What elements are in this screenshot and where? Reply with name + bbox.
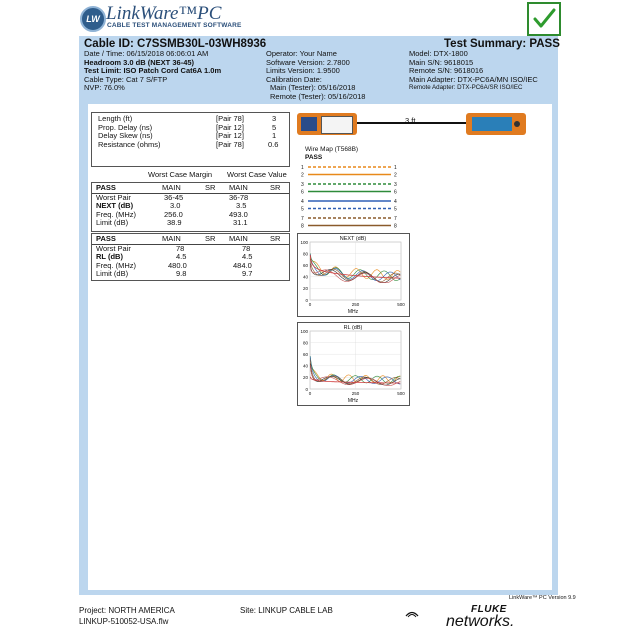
measure-row	[92, 141, 289, 150]
info-remote-adapter: Remote Adapter: DTX-PC6A/SR ISO/IEC	[409, 84, 523, 92]
wiremap-pin-right: 5	[394, 206, 397, 213]
graph-x-tick: 0	[308, 302, 312, 307]
wiremap-pin-left: 4	[301, 199, 304, 205]
wiremap-pin-left: 7	[301, 216, 304, 222]
rl-row-label: RL (dB)	[96, 252, 123, 262]
next-row-margin: 3.0	[170, 201, 181, 211]
info-software: Software Version: 2.7800	[266, 57, 350, 67]
info-calibration: Calibration Date:	[266, 74, 322, 84]
measurements-box	[91, 112, 290, 167]
graph-y-tick: 60	[302, 263, 308, 268]
next-row-label: Limit (dB)	[96, 218, 129, 228]
wiremap-pin-left: 8	[301, 223, 304, 230]
graph-x-tick: 250	[351, 391, 360, 396]
measure-label: Length (ft)	[98, 114, 133, 123]
info-operator: Operator: Your Name	[266, 49, 337, 58]
measure-value: 5	[272, 122, 277, 132]
wiremap-pin-right: 4	[394, 199, 397, 205]
rl-row-label: Freq. (MHz)	[96, 260, 136, 270]
brand-tagline: CABLE TEST MANAGEMENT SOFTWARE	[107, 22, 242, 29]
rl-row-margin: 78	[176, 243, 185, 253]
fluke-logo-mark	[405, 605, 419, 613]
measure-pair: [Pair 12]	[216, 122, 244, 132]
next-row-margin: 38.9	[167, 218, 182, 228]
graph-x-tick: 0	[308, 391, 312, 396]
info-headroom: Headroom 3.0 dB (NEXT 36-45)	[84, 57, 195, 67]
next-row	[92, 219, 289, 228]
graph-x-tick: 500	[397, 302, 405, 307]
graph-y-tick: 0	[305, 386, 308, 392]
next-row-label: Worst Pair	[96, 192, 131, 202]
rl-row-label: Limit (dB)	[96, 269, 129, 279]
next-row-label: NEXT (dB)	[96, 201, 134, 211]
graph-y-tick: 20	[302, 286, 308, 292]
rl-col-sr2: SR	[270, 234, 281, 243]
fluke-wordmark: FLUKE	[471, 604, 507, 615]
info-cable-type: Cable Type: Cat 7 S/FTP	[84, 74, 168, 84]
next-row-margin: 256.0	[164, 209, 183, 219]
wiremap-pin-left: 3	[301, 182, 304, 188]
wiremap-pin-right: 2	[394, 172, 397, 179]
rl-row-value: 9.7	[242, 269, 253, 279]
remote-tester-image	[466, 113, 526, 135]
next-row-value: 3.5	[236, 201, 247, 211]
info-date: Date / Time: 06/15/2018 06:06:01 AM	[84, 49, 209, 58]
wiremap-pin-left: 2	[301, 172, 304, 179]
measure-value: 0.6	[268, 139, 279, 149]
info-mid	[266, 50, 365, 102]
worst-case-value-head: Worst Case Value	[227, 170, 287, 179]
measure-label: Prop. Delay (ns)	[98, 122, 153, 132]
main-tester-image	[297, 113, 357, 135]
info-test-limit: Test Limit: ISO Patch Cord Cat6A 1.0m	[84, 66, 222, 76]
wiremap-pin-right: 7	[394, 216, 397, 222]
next-row-value: 36-78	[229, 192, 249, 202]
next-status: PASS	[96, 183, 116, 192]
next-row-value: 493.0	[229, 209, 248, 219]
info-cal-remote: Remote (Tester): 05/16/2018	[270, 91, 366, 101]
measure-label: Delay Skew (ns)	[98, 131, 153, 141]
graph-y-tick: 100	[300, 239, 308, 245]
rl-col-main: MAIN	[162, 234, 181, 243]
rl-row-margin: 480.0	[168, 260, 187, 270]
rl-row-value: 78	[242, 243, 251, 253]
graph-title: RL (dB)	[343, 325, 363, 331]
wiremap-pin-right: 1	[394, 165, 397, 171]
measure-pair: [Pair 78]	[216, 114, 244, 123]
measure-label: Resistance (ohms)	[98, 139, 161, 149]
graph-y-tick: 20	[302, 375, 308, 381]
next-table	[91, 182, 290, 232]
measure-pair: [Pair 78]	[216, 139, 244, 149]
measure-pair: [Pair 12]	[216, 131, 244, 141]
rl-row	[92, 270, 289, 279]
next-col-main: MAIN	[162, 183, 181, 192]
wiremap-pin-right: 8	[394, 223, 397, 230]
brand-name: LinkWare™PC	[106, 3, 222, 24]
next-row-margin: 36-45	[164, 192, 184, 202]
rl-table	[91, 233, 290, 281]
networks-wordmark: networks.	[446, 613, 515, 630]
measure-value: 3	[272, 114, 277, 123]
graph-x-tick: 250	[351, 302, 360, 307]
info-left	[84, 50, 221, 93]
graph-y-tick: 40	[302, 363, 308, 369]
version-note: LinkWare™ PC Version 9.9	[509, 595, 576, 601]
wiremap-title: Wire Map (T568B)	[305, 146, 359, 153]
wiremap-pin-left: 6	[301, 189, 304, 196]
checkmark-icon	[527, 2, 561, 36]
graph-y-tick: 100	[300, 328, 308, 334]
test-summary: Test Summary: PASS	[444, 38, 560, 50]
rl-row-margin: 4.5	[176, 252, 187, 262]
info-nvp: NVP: 76.0%	[84, 83, 125, 93]
graph-title: NEXT (dB)	[339, 236, 367, 242]
wiremap-status: PASS	[305, 154, 323, 161]
next-col-sr: SR	[205, 183, 216, 192]
info-remote-sn: Remote S/N: 9618016	[409, 66, 484, 76]
wiremap-pin-left: 5	[301, 206, 304, 213]
next-graph	[297, 233, 410, 317]
rl-graph	[297, 322, 410, 406]
next-row-value: 31.1	[233, 218, 248, 228]
next-row-label: Freq. (MHz)	[96, 209, 136, 219]
wiremap-pin-left: 1	[301, 165, 304, 171]
wiremap-svg	[298, 162, 403, 234]
info-cal-main: Main (Tester): 05/16/2018	[270, 83, 356, 93]
graph-x-tick: 500	[397, 391, 405, 396]
info-model: Model: DTX-1800	[409, 49, 468, 58]
worst-case-margin-head: Worst Case Margin	[148, 170, 213, 179]
graph-x-label: MHz	[347, 398, 359, 404]
footer-project: Project: NORTH AMERICA	[79, 606, 175, 615]
graph-y-tick: 60	[302, 352, 308, 357]
next-col-sr2: SR	[270, 183, 281, 192]
info-right	[409, 50, 538, 93]
next-col-main2: MAIN	[229, 183, 248, 192]
rl-row-value: 4.5	[242, 252, 253, 262]
graph-x-label: MHz	[347, 309, 359, 315]
next-graph-svg	[298, 234, 409, 316]
linkware-logo-badge: LW	[80, 6, 106, 32]
footer-file: LINKUP-510052-USA.flw	[79, 617, 169, 626]
wiremap-pin-right: 3	[394, 182, 397, 188]
measure-value: 1	[272, 131, 277, 141]
info-limits: Limits Version: 1.9500	[266, 66, 340, 76]
rl-graph-svg	[298, 323, 409, 405]
info-main-adapter: Main Adapter: DTX-PC6A/MN ISO/IEC	[409, 74, 538, 84]
cable-length-label: 3 ft	[405, 116, 416, 125]
graph-y-tick: 0	[305, 297, 308, 303]
rl-row-value: 484.0	[233, 260, 252, 270]
graph-y-tick: 40	[302, 274, 308, 280]
wiremap-diagram	[298, 162, 403, 234]
rl-col-sr: SR	[205, 234, 216, 243]
footer-site: Site: LINKUP CABLE LAB	[240, 606, 333, 615]
info-main-sn: Main S/N: 9618015	[409, 57, 474, 67]
rl-col-main2: MAIN	[229, 234, 248, 243]
rl-status: PASS	[96, 234, 116, 243]
cable-id: Cable ID: C7SSMB30L-03WH8936	[84, 38, 267, 50]
graph-y-tick: 80	[302, 251, 308, 257]
rl-row-margin: 9.8	[176, 269, 187, 279]
graph-y-tick: 80	[302, 340, 308, 346]
rl-row-label: Worst Pair	[96, 243, 131, 253]
wiremap-pin-right: 6	[394, 189, 397, 196]
